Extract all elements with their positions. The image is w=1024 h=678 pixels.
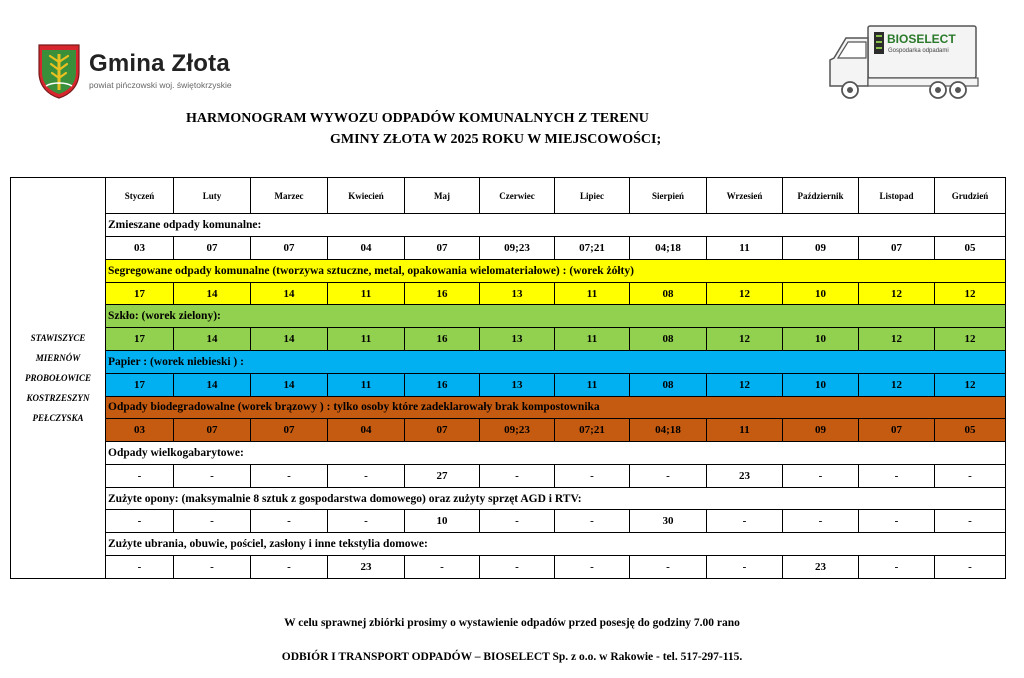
date-cell: -	[174, 464, 251, 487]
date-cell: 09	[783, 237, 859, 260]
date-cell: 17	[106, 328, 174, 351]
date-cell: -	[707, 555, 783, 578]
date-cell: 07;21	[555, 419, 630, 442]
date-cell: -	[859, 510, 935, 533]
category-row	[11, 487, 1006, 510]
date-cell: 07	[859, 419, 935, 442]
date-cell: 08	[630, 328, 707, 351]
date-cell: -	[555, 464, 630, 487]
brand-name: Gmina Złota	[89, 50, 230, 77]
month-header: Maj	[405, 178, 480, 214]
date-cell: -	[405, 555, 480, 578]
gmina-crest-icon	[36, 42, 82, 100]
date-cell: 07	[859, 237, 935, 260]
date-cell: 03	[106, 419, 174, 442]
date-cell: -	[935, 555, 1006, 578]
category-row	[11, 396, 1006, 419]
date-cell: -	[859, 555, 935, 578]
dates-row	[11, 419, 1006, 442]
footer-contact: ODBIÓR I TRANSPORT ODPADÓW – BIOSELECT Sp. z o.o. w Rakowie - tel. 517-297-115.	[281, 651, 743, 663]
date-cell: 23	[707, 464, 783, 487]
date-cell: 12	[935, 282, 1006, 305]
date-cell: 03	[106, 237, 174, 260]
category-row	[11, 259, 1006, 282]
date-cell: 14	[251, 373, 328, 396]
date-cell: 14	[251, 328, 328, 351]
date-cell: 14	[174, 282, 251, 305]
villages-cell	[11, 178, 106, 579]
village-name: KOSTRZESZYN	[26, 392, 90, 403]
category-label: Papier : (worek niebieski ) :	[106, 350, 1006, 373]
date-cell: 16	[405, 373, 480, 396]
month-header: Wrzesień	[707, 178, 783, 214]
month-header: Grudzień	[935, 178, 1006, 214]
date-cell: 30	[630, 510, 707, 533]
date-cell: -	[174, 510, 251, 533]
date-cell: -	[707, 510, 783, 533]
month-header-row	[11, 178, 1006, 214]
category-label: Zużyte opony: (maksymalnie 8 sztuk z gospodarstwa domowego) oraz zużyty sprzęt AGD i RTV:	[106, 487, 1006, 510]
category-row	[11, 350, 1006, 373]
dates-row	[11, 282, 1006, 305]
date-cell: 17	[106, 282, 174, 305]
date-cell: -	[106, 510, 174, 533]
category-row	[11, 214, 1006, 237]
category-label: Odpady wielkogabarytowe:	[106, 442, 1006, 465]
category-label: Segregowane odpady komunalne (tworzywa sztuczne, metal, opakowania wielomateriałowe) : (worek żółty)	[106, 259, 1006, 282]
date-cell: -	[555, 555, 630, 578]
date-cell: 08	[630, 373, 707, 396]
date-cell: 13	[480, 328, 555, 351]
date-cell: 04	[328, 419, 405, 442]
village-name: PROBOŁOWICE	[24, 372, 91, 383]
date-cell: 12	[935, 373, 1006, 396]
gmina-logo	[36, 42, 246, 102]
date-cell: 08	[630, 282, 707, 305]
date-cell: -	[251, 464, 328, 487]
month-header: Sierpień	[630, 178, 707, 214]
date-cell: 09;23	[480, 237, 555, 260]
dates-row	[11, 464, 1006, 487]
month-header: Kwiecień	[328, 178, 405, 214]
partner-tagline: Gospodarka odpadami	[888, 48, 949, 54]
date-cell: 13	[480, 282, 555, 305]
date-cell: 10	[783, 373, 859, 396]
date-cell: 10	[783, 328, 859, 351]
date-cell: -	[174, 555, 251, 578]
date-cell: 07	[251, 237, 328, 260]
date-cell: -	[630, 555, 707, 578]
date-cell: -	[783, 464, 859, 487]
date-cell: 07	[174, 419, 251, 442]
date-cell: 04;18	[630, 237, 707, 260]
date-cell: 14	[251, 282, 328, 305]
date-cell: -	[480, 510, 555, 533]
date-cell: 23	[783, 555, 859, 578]
date-cell: 07	[405, 419, 480, 442]
dates-row	[11, 237, 1006, 260]
villages-list	[11, 334, 105, 423]
date-cell: 07	[251, 419, 328, 442]
village-name: PEŁCZYSKA	[32, 412, 84, 423]
month-header: Listopad	[859, 178, 935, 214]
brand-subtitle: powiat pińczowski woj. świętokrzyskie	[89, 80, 232, 90]
category-row	[11, 305, 1006, 328]
date-cell: 07	[405, 237, 480, 260]
month-header: Luty	[174, 178, 251, 214]
page-title-line2: GMINY ZŁOTA W 2025 ROKU W MIEJSCOWOŚCI;	[330, 132, 662, 147]
date-cell: 07	[174, 237, 251, 260]
date-cell: -	[859, 464, 935, 487]
date-cell: 09	[783, 419, 859, 442]
month-header: Marzec	[251, 178, 328, 214]
date-cell: 05	[935, 419, 1006, 442]
date-cell: 12	[859, 328, 935, 351]
date-cell: -	[935, 464, 1006, 487]
dates-row	[11, 328, 1006, 351]
date-cell: 12	[707, 328, 783, 351]
month-header: Czerwiec	[480, 178, 555, 214]
date-cell: -	[328, 464, 405, 487]
date-cell: 04	[328, 237, 405, 260]
date-cell: 11	[328, 282, 405, 305]
village-name: MIERNÓW	[35, 352, 81, 363]
date-cell: -	[251, 510, 328, 533]
category-label: Odpady biodegradowalne (worek brązowy ) : tylko osoby które zadeklarowały brak kompostownika	[106, 396, 1006, 419]
date-cell: 12	[859, 373, 935, 396]
date-cell: 10	[783, 282, 859, 305]
date-cell: -	[106, 555, 174, 578]
month-header: Lipiec	[555, 178, 630, 214]
date-cell: 11	[707, 419, 783, 442]
category-label: Zużyte ubrania, obuwie, pościel, zasłony i inne tekstylia domowe:	[106, 533, 1006, 556]
date-cell: 16	[405, 328, 480, 351]
date-cell: 12	[935, 328, 1006, 351]
date-cell: -	[328, 510, 405, 533]
date-cell: -	[480, 464, 555, 487]
category-row	[11, 442, 1006, 465]
category-label: Zmieszane odpady komunalne:	[106, 214, 1006, 237]
date-cell: 14	[174, 373, 251, 396]
dates-row	[11, 373, 1006, 396]
month-header: Październik	[783, 178, 859, 214]
date-cell: 16	[405, 282, 480, 305]
category-label: Szkło: (worek zielony):	[106, 305, 1006, 328]
date-cell: 12	[707, 282, 783, 305]
date-cell: -	[106, 464, 174, 487]
date-cell: 09;23	[480, 419, 555, 442]
date-cell: -	[935, 510, 1006, 533]
date-cell: 10	[405, 510, 480, 533]
category-row	[11, 533, 1006, 556]
date-cell: 23	[328, 555, 405, 578]
date-cell: 04;18	[630, 419, 707, 442]
date-cell: 11	[328, 328, 405, 351]
date-cell: -	[783, 510, 859, 533]
date-cell: -	[251, 555, 328, 578]
schedule-table	[10, 177, 1006, 579]
page-title-line1: HARMONOGRAM WYWOZU ODPADÓW KOMUNALNYCH Z TERENU	[186, 111, 649, 126]
date-cell: -	[555, 510, 630, 533]
date-cell: 27	[405, 464, 480, 487]
date-cell: 07;21	[555, 237, 630, 260]
footer-note: W celu sprawnej zbiórki prosimy o wystawienie odpadów przed posesję do godziny 7.00 rano	[284, 617, 740, 629]
date-cell: -	[630, 464, 707, 487]
dates-row	[11, 555, 1006, 578]
date-cell: 11	[555, 282, 630, 305]
date-cell: 13	[480, 373, 555, 396]
month-header: Styczeń	[106, 178, 174, 214]
date-cell: 12	[859, 282, 935, 305]
partner-name: BIOSELECT	[887, 32, 956, 46]
date-cell: 05	[935, 237, 1006, 260]
date-cell: 12	[707, 373, 783, 396]
date-cell: 14	[174, 328, 251, 351]
date-cell: -	[480, 555, 555, 578]
date-cell: 11	[328, 373, 405, 396]
date-cell: 17	[106, 373, 174, 396]
dates-row	[11, 510, 1006, 533]
date-cell: 11	[555, 373, 630, 396]
date-cell: 11	[707, 237, 783, 260]
date-cell: 11	[555, 328, 630, 351]
village-name: STAWISZYCE	[30, 332, 86, 343]
